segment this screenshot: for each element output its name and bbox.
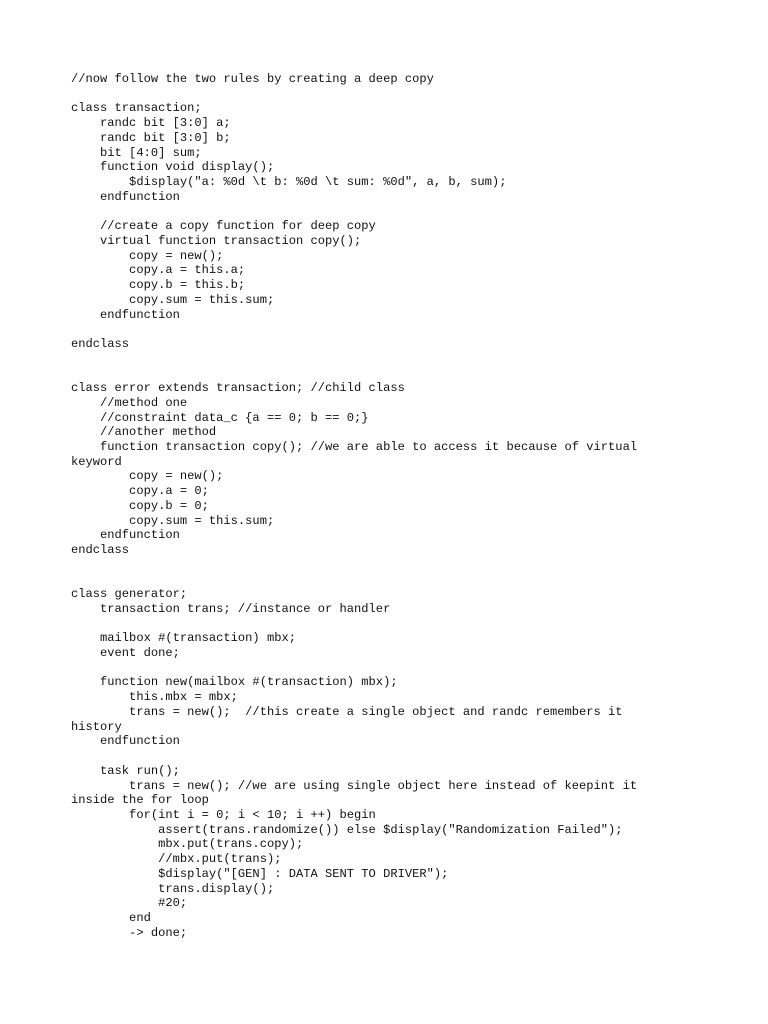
code-line: end xyxy=(71,910,151,925)
code-line: event done; xyxy=(71,646,180,661)
code-line xyxy=(71,572,711,587)
code-line: randc bit [3:0] b; xyxy=(71,130,231,145)
code-line: trans = new(); //this create a single object and randc remembers it xyxy=(71,704,623,719)
code-line: //create a copy function for deep copy xyxy=(71,219,376,234)
code-line: function transaction copy(); //we are able to access it because of virtual xyxy=(71,439,638,454)
code-line: inside the for loop xyxy=(71,793,209,808)
code-line xyxy=(71,204,711,219)
code-line: class error extends transaction; //child class xyxy=(71,381,405,396)
code-line: class transaction; xyxy=(71,101,202,116)
code-line xyxy=(71,352,711,367)
code-line: assert(trans.randomize()) else $display("Randomization Failed"); xyxy=(71,822,623,837)
code-line xyxy=(71,87,711,102)
code-line: copy.b = this.b; xyxy=(71,278,246,293)
code-line: endclass xyxy=(71,543,130,557)
code-line: endfunction xyxy=(71,189,180,204)
code-line: keyword xyxy=(71,454,122,469)
code-line: randc bit [3:0] a; xyxy=(71,116,231,131)
code-line: for(int i = 0; i < 10; i ++) begin xyxy=(71,807,376,822)
code-line xyxy=(71,617,711,632)
code-line: copy.sum = this.sum; xyxy=(71,513,275,528)
code-line xyxy=(71,322,711,337)
code-listing xyxy=(71,72,711,940)
code-line xyxy=(71,366,711,381)
code-line: mbx.put(trans.copy); xyxy=(71,837,304,852)
code-line: endfunction xyxy=(71,528,180,543)
code-line: this.mbx = mbx; xyxy=(71,690,238,705)
code-line: #20; xyxy=(71,896,188,911)
code-line: //method one xyxy=(71,395,188,410)
code-line: task run(); xyxy=(71,763,180,778)
code-line: //another method xyxy=(71,425,217,440)
code-line: $display("a: %0d \t b: %0d \t sum: %0d", a, b, sum); xyxy=(71,175,507,190)
code-line: bit [4:0] sum; xyxy=(71,145,202,160)
code-line: copy = new(); xyxy=(71,248,224,263)
code-line: copy.sum = this.sum; xyxy=(71,292,275,307)
code-line xyxy=(71,661,711,676)
code-line: $display("[GEN] : DATA SENT TO DRIVER"); xyxy=(71,866,449,881)
code-line: class generator; xyxy=(71,587,188,602)
code-line: history xyxy=(71,719,122,734)
code-line: transaction trans; //instance or handler xyxy=(71,601,391,616)
code-line: function void display(); xyxy=(71,160,275,175)
code-line: endfunction xyxy=(71,307,180,322)
code-line: trans = new(); //we are using single object here instead of keepint it xyxy=(71,778,638,793)
code-line: virtual function transaction copy(); xyxy=(71,233,362,248)
code-line: mailbox #(transaction) mbx; xyxy=(71,631,296,646)
code-line: function new(mailbox #(transaction) mbx); xyxy=(71,675,398,690)
code-line: -> done; xyxy=(71,925,188,940)
code-line: //constraint data_c {a == 0; b == 0;} xyxy=(71,410,369,425)
code-line: copy.a = this.a; xyxy=(71,263,246,278)
code-line xyxy=(71,749,711,764)
code-line: endclass xyxy=(71,336,130,351)
code-line xyxy=(71,558,711,573)
code-line: endfunction xyxy=(71,734,180,749)
code-line: copy.b = 0; xyxy=(71,498,209,513)
code-line: copy = new(); xyxy=(71,469,224,484)
code-line: copy.a = 0; xyxy=(71,484,209,499)
code-line: //now follow the two rules by creating a deep copy xyxy=(71,72,434,86)
code-line: trans.display(); xyxy=(71,881,275,896)
code-line: //mbx.put(trans); xyxy=(71,852,282,867)
